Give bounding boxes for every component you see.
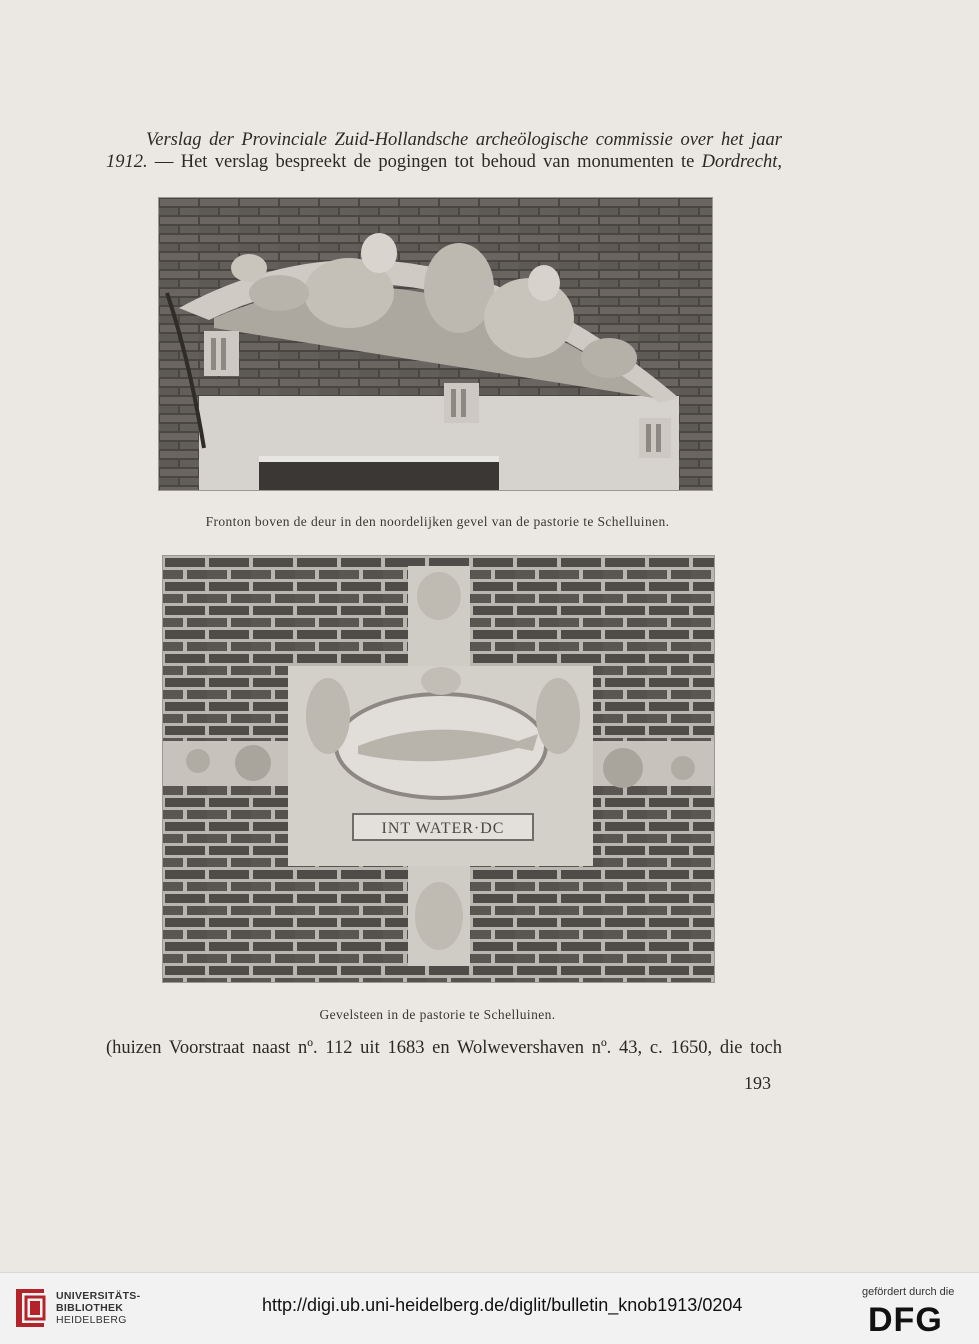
continuation-line: (huizen Voorstraat naast nº. 112 uit 1683 en Wolwevershaven nº. 43, c. 1650, die toch (106, 1038, 782, 1058)
university-logo-icon (12, 1285, 48, 1331)
caption-fronton: Fronton boven de deur in den noordelijken gevel van de pastorie te Schelluinen. (205, 514, 670, 529)
intro-city: Dordrecht (701, 152, 778, 172)
footer-bar (0, 1272, 979, 1344)
dfg-logo: DFG (868, 1301, 943, 1339)
source-url-link[interactable]: http://digi.ub.uni-heidelberg.de/diglit/bulletin_knob1913/0204 (262, 1295, 743, 1315)
gevelsteen-illustration (163, 556, 714, 982)
caption-gevelsteen: Gevelsteen in de pastorie te Schelluinen. (319, 1007, 556, 1022)
cartouche-inscription: INT WATER·DC (381, 820, 505, 837)
photo-fronton (158, 197, 713, 491)
intro-line-2: 1912. — Het verslag bespreekt de pogingen tot behoud van monumenten te Dordrecht, (106, 152, 782, 172)
intro-year: 1912. (106, 152, 148, 172)
page-number: 193 (744, 1073, 771, 1093)
funded-by-label: gefördert durch die (862, 1286, 955, 1298)
photo-gevelsteen (162, 555, 715, 983)
intro-line-1: Verslag der Provinciale Zuid-Hollandsche archeölogische commissie over het jaar (146, 130, 782, 150)
library-name: UNIVERSITÄTS- BIBLIOTHEK HEIDELBERG (56, 1290, 141, 1326)
fronton-illustration (159, 198, 712, 490)
